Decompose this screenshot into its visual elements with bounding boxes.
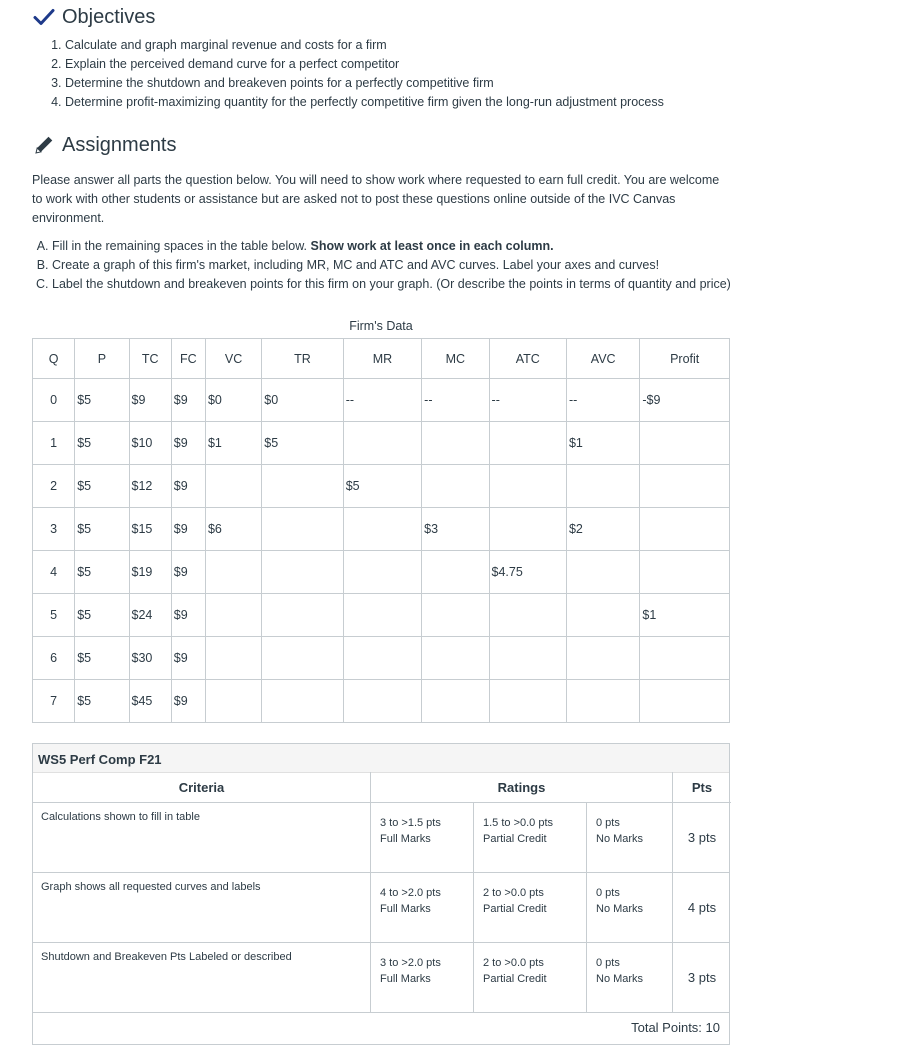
rubric-rating bbox=[371, 803, 474, 872]
rubric-row bbox=[33, 873, 729, 943]
table-cell: $5 bbox=[75, 551, 129, 594]
rating-range: 2 to >0.0 pts bbox=[483, 957, 544, 969]
col-header-mr: MR bbox=[343, 339, 421, 379]
rubric-points: 3 pts bbox=[687, 970, 717, 985]
table-cell: -- bbox=[566, 379, 639, 422]
rubric-points: 3 pts bbox=[687, 830, 717, 845]
table-cell bbox=[422, 637, 489, 680]
table-row bbox=[33, 680, 730, 723]
table-cell: 2 bbox=[33, 465, 75, 508]
table-cell: 7 bbox=[33, 680, 75, 723]
table-row bbox=[33, 508, 730, 551]
rubric-criterion: Shutdown and Breakeven Pts Labeled or described bbox=[33, 943, 371, 1012]
objectives-title: Objectives bbox=[62, 5, 156, 28]
rating-label: Full Marks bbox=[380, 973, 431, 985]
col-header-avc: AVC bbox=[566, 339, 639, 379]
rubric-ratings bbox=[371, 873, 673, 942]
rubric-criterion: Graph shows all requested curves and labels bbox=[33, 873, 371, 942]
assignment-part-text: Create a graph of this firm's market, including MR, MC and ATC and AVC curves. Label your axes and curves! bbox=[52, 258, 660, 272]
table-cell bbox=[262, 465, 343, 508]
col-header-mc: MC bbox=[422, 339, 489, 379]
rubric-header-pts: Pts bbox=[673, 772, 731, 803]
rubric-rating bbox=[371, 873, 474, 942]
table-cell: $9 bbox=[171, 422, 205, 465]
rubric-total: Total Points: 10 bbox=[631, 1020, 720, 1035]
table-cell: $45 bbox=[129, 680, 171, 723]
assignment-part bbox=[52, 237, 742, 256]
col-header-vc: VC bbox=[205, 339, 261, 379]
rating-label: Full Marks bbox=[380, 903, 431, 915]
objectives-heading bbox=[32, 5, 155, 29]
table-cell: $5 bbox=[75, 465, 129, 508]
table-cell: 0 bbox=[33, 379, 75, 422]
table-row bbox=[33, 637, 730, 680]
table-cell: -- bbox=[343, 379, 421, 422]
table-cell: $1 bbox=[205, 422, 261, 465]
table-cell: -$9 bbox=[640, 379, 730, 422]
table-cell bbox=[343, 680, 421, 723]
objective-item: 2. Explain the perceived demand curve for a perfect competitor bbox=[65, 55, 664, 74]
table-cell bbox=[566, 465, 639, 508]
table-cell: -- bbox=[422, 379, 489, 422]
table-cell: $5 bbox=[75, 379, 129, 422]
assignment-parts-list bbox=[38, 237, 742, 294]
rating-label: Partial Credit bbox=[483, 833, 547, 845]
table-cell: 4 bbox=[33, 551, 75, 594]
col-header-tc: TC bbox=[129, 339, 171, 379]
table-cell bbox=[566, 594, 639, 637]
table-cell: 5 bbox=[33, 594, 75, 637]
table-cell bbox=[343, 637, 421, 680]
rating-range: 0 pts bbox=[596, 817, 620, 829]
table-cell bbox=[262, 637, 343, 680]
table-cell bbox=[489, 637, 566, 680]
rubric-rating bbox=[587, 873, 673, 942]
table-cell bbox=[262, 594, 343, 637]
table-cell: $0 bbox=[262, 379, 343, 422]
checkmark-icon bbox=[32, 5, 56, 29]
rubric-ratings bbox=[371, 803, 673, 872]
table-cell: $19 bbox=[129, 551, 171, 594]
col-header-tr: TR bbox=[262, 339, 343, 379]
table-cell bbox=[343, 422, 421, 465]
rating-range: 3 to >2.0 pts bbox=[380, 957, 441, 969]
table-cell bbox=[422, 680, 489, 723]
table-cell: $9 bbox=[171, 680, 205, 723]
table-cell bbox=[343, 551, 421, 594]
rubric-row bbox=[33, 943, 729, 1013]
table-cell bbox=[205, 594, 261, 637]
table-body bbox=[33, 379, 730, 723]
table-cell: $5 bbox=[343, 465, 421, 508]
table-row bbox=[33, 551, 730, 594]
rating-label: Partial Credit bbox=[483, 903, 547, 915]
table-cell bbox=[489, 594, 566, 637]
rubric-row bbox=[33, 803, 729, 873]
rating-label: Full Marks bbox=[380, 833, 431, 845]
table-cell bbox=[422, 465, 489, 508]
assignment-part-text: Label the shutdown and breakeven points for this firm on your graph. (Or describe the points in terms of quantity and price) bbox=[52, 277, 731, 291]
table-cell bbox=[205, 465, 261, 508]
rating-range: 4 to >2.0 pts bbox=[380, 887, 441, 899]
firm-data-table bbox=[32, 338, 730, 723]
rubric-rating bbox=[587, 803, 673, 872]
pencil-icon bbox=[32, 133, 56, 157]
rubric-criterion: Calculations shown to fill in table bbox=[33, 803, 371, 872]
rubric-rating bbox=[474, 873, 587, 942]
table-caption: Firm's Data bbox=[349, 319, 413, 333]
table-cell: $5 bbox=[75, 680, 129, 723]
table-cell: $30 bbox=[129, 637, 171, 680]
table-cell bbox=[640, 637, 730, 680]
table-cell bbox=[640, 422, 730, 465]
table-cell bbox=[566, 637, 639, 680]
table-cell bbox=[422, 551, 489, 594]
table-row bbox=[33, 465, 730, 508]
table-cell: $5 bbox=[262, 422, 343, 465]
rubric-rating bbox=[371, 943, 474, 1012]
table-cell: $9 bbox=[171, 379, 205, 422]
assignment-part bbox=[52, 275, 742, 294]
table-cell bbox=[489, 465, 566, 508]
objective-item: 1. Calculate and graph marginal revenue and costs for a firm bbox=[65, 36, 664, 55]
col-header-p: P bbox=[75, 339, 129, 379]
table-cell bbox=[566, 680, 639, 723]
assignment-part bbox=[52, 256, 742, 275]
rating-label: No Marks bbox=[596, 903, 644, 915]
table-cell bbox=[640, 508, 730, 551]
rubric bbox=[32, 743, 730, 1045]
table-cell: $5 bbox=[75, 637, 129, 680]
table-cell: $9 bbox=[171, 465, 205, 508]
table-cell: $3 bbox=[422, 508, 489, 551]
assignment-part-bold: Show work at least once in each column. bbox=[310, 239, 554, 253]
table-cell: 3 bbox=[33, 508, 75, 551]
table-row bbox=[33, 422, 730, 465]
rating-range: 3 to >1.5 pts bbox=[380, 817, 441, 829]
table-cell: $10 bbox=[129, 422, 171, 465]
assignments-heading bbox=[32, 133, 177, 157]
rubric-title-bar bbox=[33, 744, 729, 773]
table-cell bbox=[422, 422, 489, 465]
rating-range: 2 to >0.0 pts bbox=[483, 887, 544, 899]
table-cell: $0 bbox=[205, 379, 261, 422]
table-cell: $9 bbox=[171, 594, 205, 637]
table-cell bbox=[489, 508, 566, 551]
table-cell: $9 bbox=[171, 637, 205, 680]
table-cell bbox=[566, 551, 639, 594]
table-cell: $6 bbox=[205, 508, 261, 551]
table-cell: -- bbox=[489, 379, 566, 422]
table-cell: $15 bbox=[129, 508, 171, 551]
col-header-atc: ATC bbox=[489, 339, 566, 379]
table-cell bbox=[205, 637, 261, 680]
table-cell: $9 bbox=[129, 379, 171, 422]
table-cell: $9 bbox=[171, 551, 205, 594]
table-cell bbox=[205, 551, 261, 594]
assignments-title: Assignments bbox=[62, 133, 177, 156]
table-header-row bbox=[33, 339, 730, 379]
table-cell bbox=[640, 680, 730, 723]
table-cell: $4.75 bbox=[489, 551, 566, 594]
rubric-ratings bbox=[371, 943, 673, 1012]
rubric-header-criteria: Criteria bbox=[33, 772, 371, 803]
assignment-intro: Please answer all parts the question below. You will need to show work where requested to earn full credit. You are welcome to work with other students or assistance but are asked not to post these questions online outside of the IVC Canvas environment. bbox=[32, 173, 720, 225]
table-cell: $2 bbox=[566, 508, 639, 551]
table-cell: $24 bbox=[129, 594, 171, 637]
table-cell: 6 bbox=[33, 637, 75, 680]
table-cell: $1 bbox=[640, 594, 730, 637]
table-cell bbox=[343, 594, 421, 637]
table-row bbox=[33, 594, 730, 637]
table-cell bbox=[489, 422, 566, 465]
rating-range: 0 pts bbox=[596, 957, 620, 969]
assignment-part-text: Fill in the remaining spaces in the table below. bbox=[52, 239, 311, 253]
table-cell: $5 bbox=[75, 508, 129, 551]
rubric-rating bbox=[587, 943, 673, 1012]
rating-range: 0 pts bbox=[596, 887, 620, 899]
table-cell: $9 bbox=[171, 508, 205, 551]
table-cell bbox=[262, 680, 343, 723]
rating-label: No Marks bbox=[596, 833, 644, 845]
table-cell bbox=[489, 680, 566, 723]
objective-item: 4. Determine profit-maximizing quantity for the perfectly competitive firm given the long-run adjustment process bbox=[65, 93, 664, 112]
table-cell: $1 bbox=[566, 422, 639, 465]
rating-range: 1.5 to >0.0 pts bbox=[483, 817, 554, 829]
rating-label: Partial Credit bbox=[483, 973, 547, 985]
table-cell bbox=[262, 508, 343, 551]
table-row bbox=[33, 379, 730, 422]
objectives-list bbox=[32, 36, 664, 112]
table-cell bbox=[262, 551, 343, 594]
rubric-rating bbox=[474, 943, 587, 1012]
col-header-profit: Profit bbox=[640, 339, 730, 379]
rubric-header-ratings: Ratings bbox=[371, 772, 673, 803]
table-cell: $5 bbox=[75, 422, 129, 465]
rubric-points: 4 pts bbox=[687, 900, 717, 915]
table-cell bbox=[640, 465, 730, 508]
rubric-title: WS5 Perf Comp F21 bbox=[38, 752, 162, 767]
table-cell bbox=[422, 594, 489, 637]
table-cell: $12 bbox=[129, 465, 171, 508]
rubric-rating bbox=[474, 803, 587, 872]
table-cell bbox=[343, 508, 421, 551]
col-header-fc: FC bbox=[171, 339, 205, 379]
table-cell bbox=[640, 551, 730, 594]
table-cell: $5 bbox=[75, 594, 129, 637]
col-header-q: Q bbox=[33, 339, 75, 379]
table-cell bbox=[205, 680, 261, 723]
rating-label: No Marks bbox=[596, 973, 644, 985]
objective-item: 3. Determine the shutdown and breakeven points for a perfectly competitive firm bbox=[65, 74, 664, 93]
table-cell: 1 bbox=[33, 422, 75, 465]
